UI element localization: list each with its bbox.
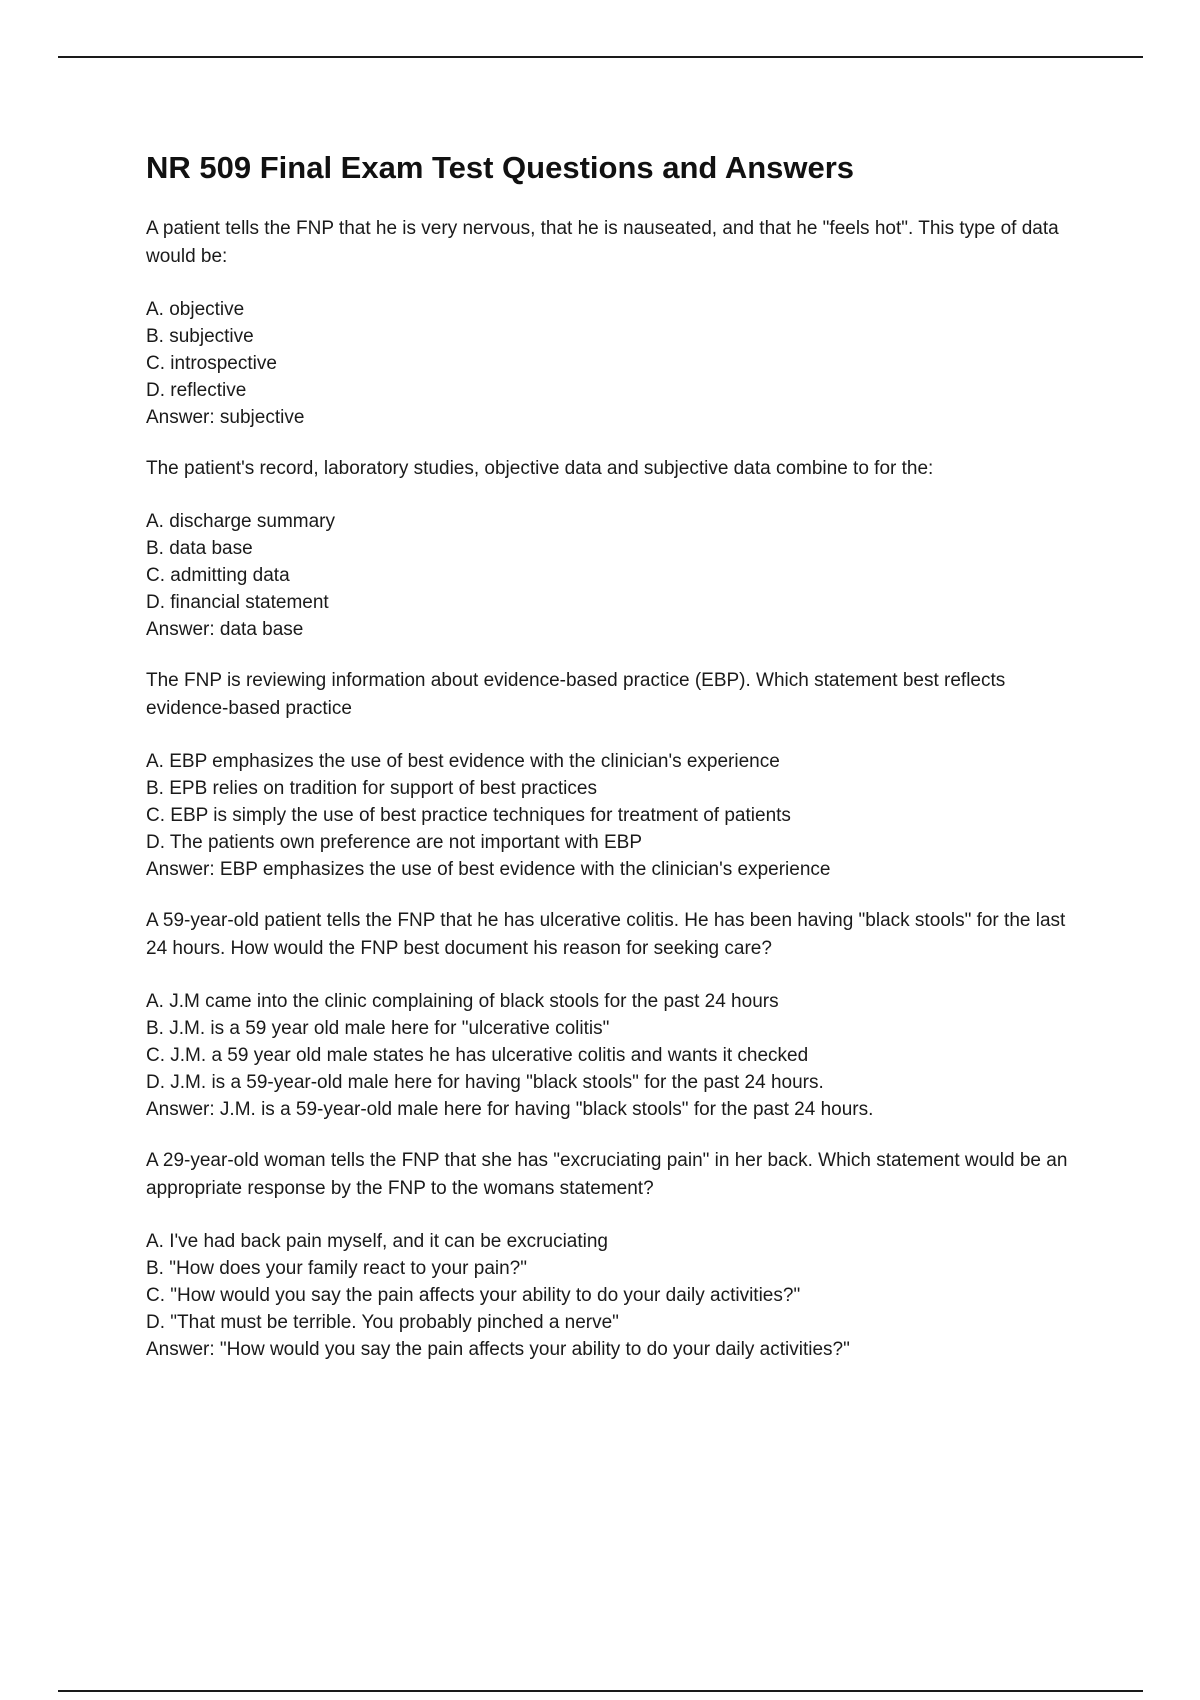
option-a: A. I've had back pain myself, and it can be excruciating <box>146 1231 608 1252</box>
option-d: D. reflective <box>146 380 247 401</box>
option-d: D. "That must be terrible. You probably pinched a nerve" <box>146 1312 619 1333</box>
option-c: C. EBP is simply the use of best practice techniques for treatment of patients <box>146 805 791 826</box>
option-list <box>146 296 1086 404</box>
question-1 <box>146 215 1086 431</box>
question-stem: The patient's record, laboratory studies, objective data and subjective data combine to for the: <box>146 458 934 479</box>
option-c: C. admitting data <box>146 565 290 586</box>
question-stem: A 29-year-old woman tells the FNP that she has "excruciating pain" in her back. Which statement would be an appropriate response by the FNP to the womans statement? <box>146 1150 1068 1199</box>
option-a: A. discharge summary <box>146 511 336 532</box>
option-b: B. "How does your family react to your pain?" <box>146 1258 527 1279</box>
answer-line: Answer: J.M. is a 59-year-old male here for having "black stools" for the past 24 hours. <box>146 1099 874 1120</box>
question-4 <box>146 907 1086 1123</box>
question-stem: The FNP is reviewing information about evidence-based practice (EBP). Which statement best reflects evidence-based practice <box>146 670 1006 719</box>
question-stem: A 59-year-old patient tells the FNP that he has ulcerative colitis. He has been having "black stools" for the last 24 hours. How would the FNP best document his reason for seeking care? <box>146 910 1066 959</box>
option-d: D. The patients own preference are not important with EBP <box>146 832 643 853</box>
option-c: C. "How would you say the pain affects your ability to do your daily activities?" <box>146 1285 801 1306</box>
option-b: B. data base <box>146 538 253 559</box>
option-b: B. subjective <box>146 326 254 347</box>
option-c: C. J.M. a 59 year old male states he has ulcerative colitis and wants it checked <box>146 1045 809 1066</box>
document-title: NR 509 Final Exam Test Questions and Answers <box>146 150 855 185</box>
question-5 <box>146 1147 1086 1363</box>
answer-line: Answer: EBP emphasizes the use of best evidence with the clinician's experience <box>146 859 831 880</box>
option-b: B. EPB relies on tradition for support of best practices <box>146 778 597 799</box>
bottom-rule <box>58 1690 1143 1692</box>
option-a: A. objective <box>146 299 245 320</box>
option-list <box>146 748 1086 856</box>
option-c: C. introspective <box>146 353 277 374</box>
option-list <box>146 988 1086 1096</box>
option-list <box>146 1228 1086 1336</box>
answer-line: Answer: "How would you say the pain affects your ability to do your daily activities?" <box>146 1339 850 1360</box>
option-a: A. EBP emphasizes the use of best evidence with the clinician's experience <box>146 751 780 772</box>
option-list <box>146 508 1086 616</box>
option-a: A. J.M came into the clinic complaining of black stools for the past 24 hours <box>146 991 779 1012</box>
document-body <box>146 148 1086 1387</box>
question-stem: A patient tells the FNP that he is very nervous, that he is nauseated, and that he "feels hot". This type of data would be: <box>146 218 1059 267</box>
answer-line: Answer: data base <box>146 619 304 640</box>
question-3 <box>146 667 1086 883</box>
top-rule <box>58 56 1143 58</box>
option-d: D. J.M. is a 59-year-old male here for having "black stools" for the past 24 hours. <box>146 1072 824 1093</box>
question-2 <box>146 455 1086 643</box>
option-b: B. J.M. is a 59 year old male here for "ulcerative colitis" <box>146 1018 610 1039</box>
option-d: D. financial statement <box>146 592 329 613</box>
answer-line: Answer: subjective <box>146 407 305 428</box>
